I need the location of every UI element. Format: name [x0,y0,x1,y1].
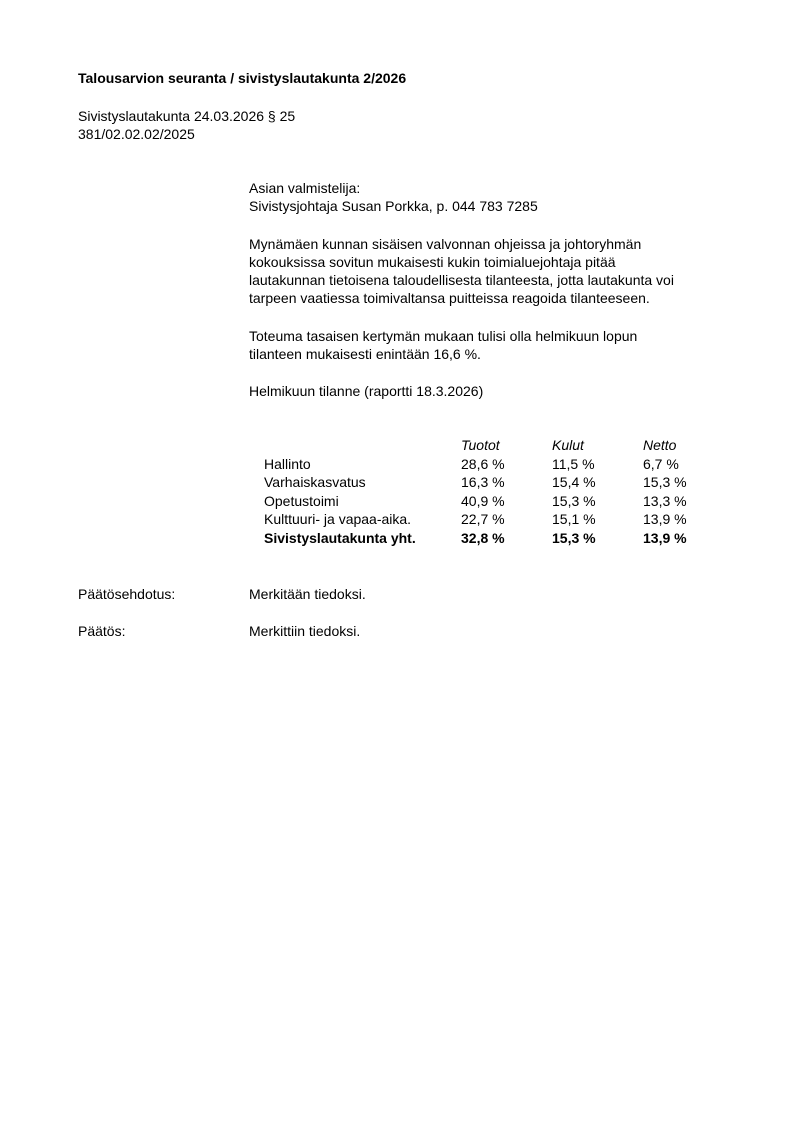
cell-kulut: 15,4 % [552,474,596,491]
cell-tuotot: 16,3 % [461,474,505,491]
results-table [259,436,713,547]
header-netto: Netto [643,437,677,454]
proposal-label: Päätösehdotus: [78,586,176,602]
proposal-text: Merkitään tiedoksi. [249,586,366,602]
table-row [259,455,713,474]
cell-tuotot: 40,9 % [461,492,505,509]
preparer-label: Asian valmistelija: [249,180,361,196]
header-kulut: Kulut [552,437,584,454]
paragraph-line: kokouksissa sovitun mukaisesti kukin toimialuejohtaja pitää [249,254,616,270]
preparer-name: Sivistysjohtaja Susan Porkka, p. 044 783 7285 [249,198,538,214]
table-row [259,510,713,529]
table-row [259,473,713,492]
total-label: Sivistyslautakunta yht. [264,529,416,546]
cell-netto: 15,3 % [643,474,687,491]
row-label: Kulttuuri- ja vapaa-aika. [264,511,412,528]
cell-kulut: 15,1 % [552,511,596,528]
cell-kulut: 11,5 % [552,455,595,472]
status-line: Helmikuun tilanne (raportti 18.3.2026) [249,383,484,399]
cell-tuotot: 28,6 % [461,455,505,472]
header-tuotot: Tuotot [461,437,500,454]
paragraph-accrual-target [249,327,749,363]
row-label: Opetustoimi [264,492,339,509]
table-total-row [259,529,713,548]
header-empty [259,436,461,455]
table-header-row [259,436,713,455]
paragraph-internal-control [249,235,749,307]
cell-tuotot: 22,7 % [461,511,505,528]
paragraph-line: lautakunnan tietoisena taloudellisesta tilanteesta, jotta lautakunta voi [249,272,674,288]
total-kulut: 15,3 % [552,529,596,546]
document-title: Talousarvion seuranta / sivistyslautakunta 2/2026 [78,70,407,86]
meeting-reference: Sivistyslautakunta 24.03.2026 § 25 [78,108,296,124]
paragraph-line: tarpeen vaatiessa toimivaltansa puitteissa reagoida tilanteeseen. [249,290,650,306]
cell-kulut: 15,3 % [552,492,596,509]
paragraph-line: Mynämäen kunnan sisäisen valvonnan ohjeissa ja johtoryhmän [249,236,642,252]
paragraph-line: Toteuma tasaisen kertymän mukaan tulisi olla helmikuun lopun [249,328,638,344]
cell-netto: 13,9 % [643,511,687,528]
total-netto: 13,9 % [643,529,687,546]
decision-label: Päätös: [78,623,126,639]
cell-netto: 6,7 % [643,455,679,472]
decision-text: Merkittiin tiedoksi. [249,623,361,639]
row-label: Hallinto [264,455,311,472]
cell-netto: 13,3 % [643,492,687,509]
record-number: 381/02.02.02/2025 [78,126,195,142]
total-tuotot: 32,8 % [461,529,505,546]
table-row [259,492,713,511]
paragraph-line: tilanteen mukaisesti enintään 16,6 %. [249,346,481,362]
row-label: Varhaiskasvatus [264,474,366,491]
